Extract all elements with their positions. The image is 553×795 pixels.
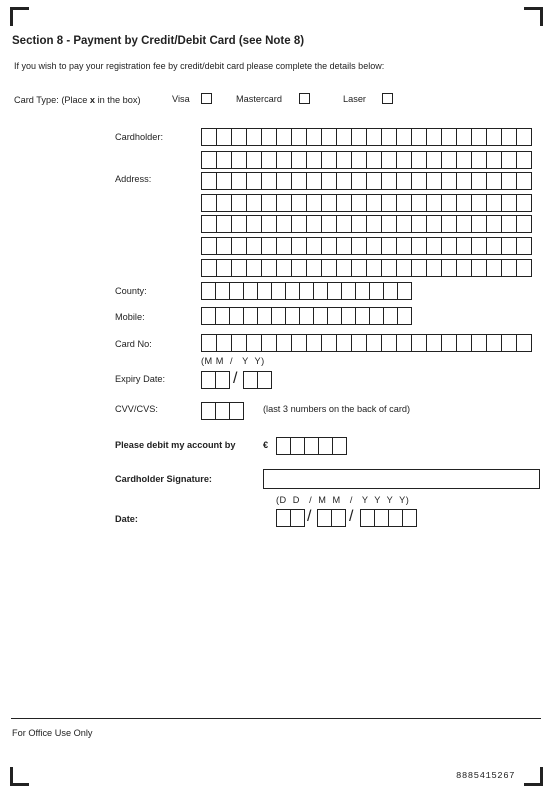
card-type-label-x: x bbox=[89, 95, 96, 105]
visa-label: Visa bbox=[172, 94, 190, 104]
char-box[interactable] bbox=[232, 216, 247, 232]
char-box[interactable] bbox=[487, 195, 502, 211]
char-box[interactable] bbox=[457, 195, 472, 211]
char-box[interactable] bbox=[277, 129, 292, 145]
char-box[interactable] bbox=[244, 308, 258, 324]
char-box[interactable] bbox=[352, 129, 367, 145]
char-box[interactable] bbox=[382, 335, 397, 351]
char-box[interactable] bbox=[382, 238, 397, 254]
char-box[interactable] bbox=[286, 283, 300, 299]
char-box[interactable] bbox=[202, 173, 217, 189]
char-box[interactable] bbox=[487, 173, 502, 189]
expiry-slash: / bbox=[233, 370, 238, 387]
char-box[interactable] bbox=[277, 195, 292, 211]
char-box[interactable] bbox=[457, 216, 472, 232]
mastercard-checkbox[interactable] bbox=[299, 93, 310, 104]
char-box[interactable] bbox=[517, 335, 532, 351]
char-box[interactable] bbox=[217, 173, 232, 189]
char-box[interactable] bbox=[397, 195, 412, 211]
char-box[interactable] bbox=[328, 308, 342, 324]
char-box[interactable] bbox=[244, 372, 258, 388]
char-box[interactable] bbox=[332, 510, 346, 526]
char-box[interactable] bbox=[384, 283, 398, 299]
char-box[interactable] bbox=[300, 308, 314, 324]
char-box[interactable] bbox=[352, 335, 367, 351]
expiry-label: Expiry Date: bbox=[115, 374, 166, 384]
county-label: County: bbox=[115, 286, 147, 296]
date-year-boxes[interactable] bbox=[360, 509, 417, 527]
char-box[interactable] bbox=[322, 152, 337, 168]
char-box[interactable] bbox=[337, 129, 352, 145]
card-type-label bbox=[14, 95, 141, 105]
char-box[interactable] bbox=[262, 216, 277, 232]
char-box[interactable] bbox=[427, 260, 442, 276]
cvv-label: CVV/CVS: bbox=[115, 404, 158, 414]
char-box[interactable] bbox=[367, 195, 382, 211]
char-box[interactable] bbox=[370, 283, 384, 299]
char-box[interactable] bbox=[292, 173, 307, 189]
char-box[interactable] bbox=[216, 372, 230, 388]
char-box[interactable] bbox=[382, 195, 397, 211]
char-box[interactable] bbox=[202, 129, 217, 145]
char-box[interactable] bbox=[502, 238, 517, 254]
address-boxes-line-5[interactable] bbox=[201, 237, 532, 255]
char-box[interactable] bbox=[202, 335, 217, 351]
char-box[interactable] bbox=[232, 152, 247, 168]
char-box[interactable] bbox=[307, 238, 322, 254]
char-box[interactable] bbox=[232, 195, 247, 211]
date-slash-2: / bbox=[349, 508, 354, 525]
char-box[interactable] bbox=[352, 238, 367, 254]
expiry-month-boxes[interactable] bbox=[201, 371, 230, 389]
char-box[interactable] bbox=[202, 308, 216, 324]
char-box[interactable] bbox=[247, 216, 262, 232]
address-label: Address: bbox=[115, 174, 152, 184]
char-box[interactable] bbox=[472, 152, 487, 168]
mastercard-label: Mastercard bbox=[236, 94, 282, 104]
visa-checkbox[interactable] bbox=[201, 93, 212, 104]
char-box[interactable] bbox=[217, 152, 232, 168]
address-boxes-line-3[interactable] bbox=[201, 194, 532, 212]
char-box[interactable] bbox=[472, 195, 487, 211]
address-boxes-line-4[interactable] bbox=[201, 215, 532, 233]
char-box[interactable] bbox=[442, 129, 457, 145]
char-box[interactable] bbox=[502, 335, 517, 351]
char-box[interactable] bbox=[442, 335, 457, 351]
char-box[interactable] bbox=[382, 216, 397, 232]
char-box[interactable] bbox=[277, 152, 292, 168]
char-box[interactable] bbox=[375, 510, 389, 526]
char-box[interactable] bbox=[517, 238, 532, 254]
char-box[interactable] bbox=[291, 438, 305, 454]
date-label: Date: bbox=[115, 514, 138, 524]
char-box[interactable] bbox=[292, 129, 307, 145]
char-box[interactable] bbox=[247, 195, 262, 211]
char-box[interactable] bbox=[397, 173, 412, 189]
char-box[interactable] bbox=[216, 283, 230, 299]
office-use-label: For Office Use Only bbox=[12, 728, 93, 738]
corner-mark-top-right bbox=[524, 7, 543, 26]
char-box[interactable] bbox=[292, 195, 307, 211]
char-box[interactable] bbox=[367, 173, 382, 189]
char-box[interactable] bbox=[382, 152, 397, 168]
currency-symbol: € bbox=[263, 440, 269, 450]
char-box[interactable] bbox=[442, 216, 457, 232]
laser-label: Laser bbox=[343, 94, 366, 104]
char-box[interactable] bbox=[502, 195, 517, 211]
char-box[interactable] bbox=[262, 173, 277, 189]
char-box[interactable] bbox=[292, 152, 307, 168]
char-box[interactable] bbox=[457, 152, 472, 168]
char-box[interactable] bbox=[337, 216, 352, 232]
char-box[interactable] bbox=[472, 238, 487, 254]
char-box[interactable] bbox=[337, 238, 352, 254]
char-box[interactable] bbox=[202, 195, 217, 211]
char-box[interactable] bbox=[292, 335, 307, 351]
char-box[interactable] bbox=[292, 260, 307, 276]
char-box[interactable] bbox=[307, 335, 322, 351]
char-box[interactable] bbox=[322, 216, 337, 232]
char-box[interactable] bbox=[427, 173, 442, 189]
char-box[interactable] bbox=[307, 260, 322, 276]
char-box[interactable] bbox=[342, 283, 356, 299]
char-box[interactable] bbox=[472, 260, 487, 276]
char-box[interactable] bbox=[442, 238, 457, 254]
char-box[interactable] bbox=[307, 195, 322, 211]
char-box[interactable] bbox=[272, 308, 286, 324]
debit-label: Please debit my account by bbox=[115, 440, 236, 450]
char-box[interactable] bbox=[247, 173, 262, 189]
char-box[interactable] bbox=[517, 260, 532, 276]
char-box[interactable] bbox=[247, 238, 262, 254]
char-box[interactable] bbox=[487, 152, 502, 168]
char-box[interactable] bbox=[367, 335, 382, 351]
char-box[interactable] bbox=[322, 260, 337, 276]
char-box[interactable] bbox=[457, 260, 472, 276]
char-box[interactable] bbox=[337, 173, 352, 189]
char-box[interactable] bbox=[291, 510, 305, 526]
char-box[interactable] bbox=[367, 152, 382, 168]
char-box[interactable] bbox=[244, 283, 258, 299]
expiry-format-label: (M M / Y Y) bbox=[201, 356, 265, 366]
char-box[interactable] bbox=[412, 260, 427, 276]
card-no-label: Card No: bbox=[115, 339, 152, 349]
cardholder-boxes[interactable] bbox=[201, 128, 532, 146]
address-boxes-line-1[interactable] bbox=[201, 151, 532, 169]
char-box[interactable] bbox=[217, 216, 232, 232]
char-box[interactable] bbox=[472, 129, 487, 145]
char-box[interactable] bbox=[427, 216, 442, 232]
char-box[interactable] bbox=[262, 152, 277, 168]
char-box[interactable] bbox=[247, 152, 262, 168]
char-box[interactable] bbox=[202, 238, 217, 254]
char-box[interactable] bbox=[232, 129, 247, 145]
char-box[interactable] bbox=[292, 238, 307, 254]
char-box[interactable] bbox=[517, 173, 532, 189]
mobile-label: Mobile: bbox=[115, 312, 145, 322]
char-box[interactable] bbox=[216, 403, 230, 419]
char-box[interactable] bbox=[230, 283, 244, 299]
cardholder-label: Cardholder: bbox=[115, 132, 164, 142]
char-box[interactable] bbox=[502, 129, 517, 145]
char-box[interactable] bbox=[202, 260, 217, 276]
char-box[interactable] bbox=[292, 216, 307, 232]
county-boxes[interactable] bbox=[201, 282, 412, 300]
signature-field[interactable] bbox=[263, 469, 540, 489]
corner-mark-bottom-left bbox=[10, 767, 29, 786]
corner-mark-top-left bbox=[10, 7, 29, 26]
char-box[interactable] bbox=[217, 260, 232, 276]
char-box[interactable] bbox=[367, 216, 382, 232]
char-box[interactable] bbox=[398, 283, 412, 299]
char-box[interactable] bbox=[322, 129, 337, 145]
char-box[interactable] bbox=[307, 152, 322, 168]
char-box[interactable] bbox=[412, 129, 427, 145]
date-format-label: (D D / M M / Y Y Y Y) bbox=[276, 495, 410, 505]
char-box[interactable] bbox=[333, 438, 347, 454]
char-box[interactable] bbox=[307, 129, 322, 145]
char-box[interactable] bbox=[367, 238, 382, 254]
char-box[interactable] bbox=[352, 195, 367, 211]
char-box[interactable] bbox=[277, 438, 291, 454]
cvv-boxes[interactable] bbox=[201, 402, 244, 420]
char-box[interactable] bbox=[232, 238, 247, 254]
char-box[interactable] bbox=[457, 129, 472, 145]
char-box[interactable] bbox=[427, 152, 442, 168]
char-box[interactable] bbox=[202, 216, 217, 232]
char-box[interactable] bbox=[217, 195, 232, 211]
char-box[interactable] bbox=[442, 195, 457, 211]
char-box[interactable] bbox=[502, 260, 517, 276]
char-box[interactable] bbox=[262, 129, 277, 145]
char-box[interactable] bbox=[412, 238, 427, 254]
char-box[interactable] bbox=[337, 152, 352, 168]
char-box[interactable] bbox=[277, 510, 291, 526]
char-box[interactable] bbox=[397, 216, 412, 232]
char-box[interactable] bbox=[427, 195, 442, 211]
char-box[interactable] bbox=[442, 152, 457, 168]
char-box[interactable] bbox=[337, 260, 352, 276]
card-type-label-post: in the box) bbox=[95, 95, 141, 105]
char-box[interactable] bbox=[517, 129, 532, 145]
char-box[interactable] bbox=[487, 260, 502, 276]
char-box[interactable] bbox=[300, 283, 314, 299]
mobile-boxes[interactable] bbox=[201, 307, 412, 325]
char-box[interactable] bbox=[517, 216, 532, 232]
char-box[interactable] bbox=[277, 260, 292, 276]
char-box[interactable] bbox=[517, 152, 532, 168]
date-month-boxes[interactable] bbox=[317, 509, 346, 527]
document-number: 8885415267 bbox=[455, 771, 515, 781]
char-box[interactable] bbox=[314, 283, 328, 299]
char-box[interactable] bbox=[337, 335, 352, 351]
char-box[interactable] bbox=[403, 510, 417, 526]
char-box[interactable] bbox=[442, 173, 457, 189]
char-box[interactable] bbox=[230, 308, 244, 324]
char-box[interactable] bbox=[361, 510, 375, 526]
char-box[interactable] bbox=[328, 283, 342, 299]
char-box[interactable] bbox=[487, 129, 502, 145]
char-box[interactable] bbox=[457, 173, 472, 189]
char-box[interactable] bbox=[412, 173, 427, 189]
char-box[interactable] bbox=[382, 129, 397, 145]
char-box[interactable] bbox=[397, 335, 412, 351]
footer-divider bbox=[11, 718, 541, 719]
char-box[interactable] bbox=[352, 216, 367, 232]
char-box[interactable] bbox=[397, 152, 412, 168]
char-box[interactable] bbox=[352, 173, 367, 189]
char-box[interactable] bbox=[217, 238, 232, 254]
char-box[interactable] bbox=[286, 308, 300, 324]
char-box[interactable] bbox=[382, 260, 397, 276]
char-box[interactable] bbox=[442, 260, 457, 276]
char-box[interactable] bbox=[472, 335, 487, 351]
section-title: Section 8 - Payment by Credit/Debit Card (see Note 8) bbox=[12, 35, 305, 47]
char-box[interactable] bbox=[307, 216, 322, 232]
char-box[interactable] bbox=[202, 372, 216, 388]
char-box[interactable] bbox=[262, 260, 277, 276]
char-box[interactable] bbox=[232, 173, 247, 189]
char-box[interactable] bbox=[230, 403, 244, 419]
char-box[interactable] bbox=[202, 283, 216, 299]
char-box[interactable] bbox=[319, 438, 333, 454]
card-no-boxes[interactable] bbox=[201, 334, 532, 352]
char-box[interactable] bbox=[352, 152, 367, 168]
expiry-year-boxes[interactable] bbox=[243, 371, 272, 389]
char-box[interactable] bbox=[247, 260, 262, 276]
char-box[interactable] bbox=[216, 308, 230, 324]
char-box[interactable] bbox=[318, 510, 332, 526]
char-box[interactable] bbox=[412, 195, 427, 211]
char-box[interactable] bbox=[352, 260, 367, 276]
char-box[interactable] bbox=[258, 308, 272, 324]
char-box[interactable] bbox=[322, 238, 337, 254]
char-box[interactable] bbox=[502, 173, 517, 189]
char-box[interactable] bbox=[398, 308, 412, 324]
address-boxes-line-6[interactable] bbox=[201, 259, 532, 277]
date-day-boxes[interactable] bbox=[276, 509, 305, 527]
char-box[interactable] bbox=[307, 173, 322, 189]
char-box[interactable] bbox=[427, 238, 442, 254]
char-box[interactable] bbox=[258, 283, 272, 299]
char-box[interactable] bbox=[382, 173, 397, 189]
char-box[interactable] bbox=[502, 216, 517, 232]
char-box[interactable] bbox=[232, 335, 247, 351]
char-box[interactable] bbox=[367, 260, 382, 276]
debit-amount-boxes[interactable] bbox=[276, 437, 347, 455]
char-box[interactable] bbox=[457, 335, 472, 351]
char-box[interactable] bbox=[472, 173, 487, 189]
char-box[interactable] bbox=[427, 129, 442, 145]
char-box[interactable] bbox=[472, 216, 487, 232]
char-box[interactable] bbox=[258, 372, 272, 388]
laser-checkbox[interactable] bbox=[382, 93, 393, 104]
char-box[interactable] bbox=[412, 335, 427, 351]
char-box[interactable] bbox=[247, 335, 262, 351]
char-box[interactable] bbox=[305, 438, 319, 454]
char-box[interactable] bbox=[202, 152, 217, 168]
char-box[interactable] bbox=[367, 129, 382, 145]
char-box[interactable] bbox=[397, 260, 412, 276]
char-box[interactable] bbox=[389, 510, 403, 526]
char-box[interactable] bbox=[356, 308, 370, 324]
char-box[interactable] bbox=[412, 152, 427, 168]
char-box[interactable] bbox=[277, 216, 292, 232]
corner-mark-bottom-right bbox=[524, 767, 543, 786]
date-slash-1: / bbox=[307, 508, 312, 525]
char-box[interactable] bbox=[262, 238, 277, 254]
char-box[interactable] bbox=[342, 308, 356, 324]
char-box[interactable] bbox=[322, 335, 337, 351]
char-box[interactable] bbox=[217, 335, 232, 351]
char-box[interactable] bbox=[337, 195, 352, 211]
char-box[interactable] bbox=[517, 195, 532, 211]
char-box[interactable] bbox=[397, 238, 412, 254]
char-box[interactable] bbox=[487, 335, 502, 351]
char-box[interactable] bbox=[487, 216, 502, 232]
char-box[interactable] bbox=[384, 308, 398, 324]
char-box[interactable] bbox=[277, 335, 292, 351]
char-box[interactable] bbox=[232, 260, 247, 276]
char-box[interactable] bbox=[314, 308, 328, 324]
char-box[interactable] bbox=[262, 335, 277, 351]
char-box[interactable] bbox=[217, 129, 232, 145]
char-box[interactable] bbox=[487, 238, 502, 254]
char-box[interactable] bbox=[262, 195, 277, 211]
char-box[interactable] bbox=[277, 238, 292, 254]
char-box[interactable] bbox=[322, 173, 337, 189]
char-box[interactable] bbox=[277, 173, 292, 189]
card-type-label-pre: Card Type: (Place bbox=[14, 95, 90, 105]
char-box[interactable] bbox=[247, 129, 262, 145]
char-box[interactable] bbox=[272, 283, 286, 299]
char-box[interactable] bbox=[457, 238, 472, 254]
char-box[interactable] bbox=[370, 308, 384, 324]
char-box[interactable] bbox=[356, 283, 370, 299]
char-box[interactable] bbox=[202, 403, 216, 419]
cvv-note: (last 3 numbers on the back of card) bbox=[263, 404, 411, 414]
char-box[interactable] bbox=[322, 195, 337, 211]
section-intro: If you wish to pay your registration fee by credit/debit card please complete the details below: bbox=[14, 61, 385, 71]
char-box[interactable] bbox=[412, 216, 427, 232]
address-boxes-line-2[interactable] bbox=[201, 172, 532, 190]
signature-label: Cardholder Signature: bbox=[115, 474, 212, 484]
char-box[interactable] bbox=[427, 335, 442, 351]
char-box[interactable] bbox=[397, 129, 412, 145]
char-box[interactable] bbox=[502, 152, 517, 168]
